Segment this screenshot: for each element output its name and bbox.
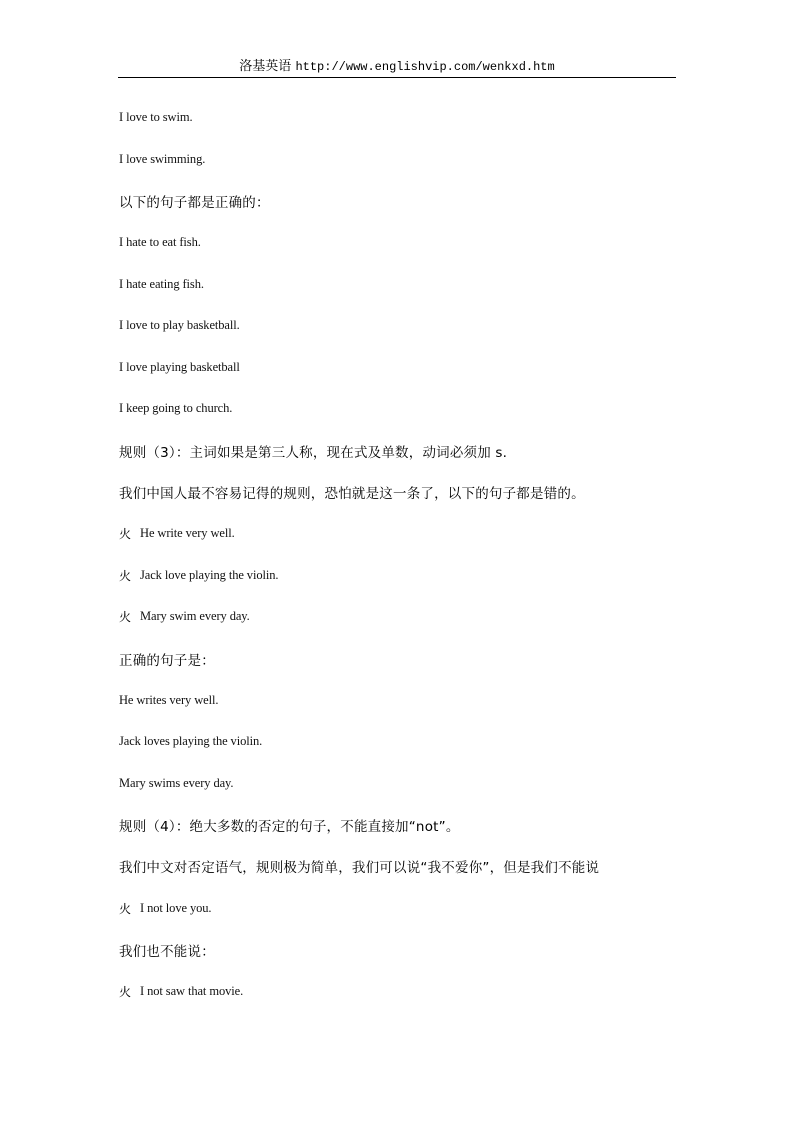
page-header — [118, 57, 676, 77]
english-example-line — [119, 305, 679, 347]
english-example-line — [119, 139, 679, 181]
incorrect-example-line — [119, 970, 679, 1012]
line-text: I hate eating fish. — [119, 276, 204, 291]
english-example-line — [119, 263, 679, 305]
cross-mark-icon: 火 — [119, 901, 132, 916]
english-example-line — [119, 97, 679, 139]
line-text: 正确的句子是： — [119, 652, 215, 669]
incorrect-example-line — [119, 513, 679, 555]
english-example-line — [119, 347, 679, 389]
chinese-text-line — [119, 929, 679, 971]
chinese-text-line — [119, 804, 679, 846]
line-text: I love swimming. — [119, 151, 206, 166]
line-text: I not saw that movie. — [140, 983, 244, 998]
line-text: I hate to eat fish. — [119, 235, 201, 250]
english-example-line — [119, 222, 679, 264]
line-text: Jack love playing the violin. — [140, 567, 279, 582]
line-text: I love to swim. — [119, 110, 193, 125]
cross-mark-icon: 火 — [119, 610, 132, 625]
chinese-text-line — [119, 180, 679, 222]
line-text: I love to play basketball. — [119, 318, 240, 333]
chinese-text-line — [119, 471, 679, 513]
english-example-line — [119, 763, 679, 805]
chinese-text-line — [119, 846, 679, 888]
english-example-line — [119, 388, 679, 430]
chinese-text-line — [119, 638, 679, 680]
line-text: I love playing basketball — [119, 359, 240, 374]
header-divider — [118, 77, 676, 78]
line-text: 我们中国人最不容易记得的规则，恐怕就是这一条了，以下的句子都是错的。 — [119, 486, 585, 503]
line-text: 规则（3）：主词如果是第三人称，现在式及单数，动词必须加 s. — [119, 444, 508, 461]
incorrect-example-line — [119, 555, 679, 597]
english-example-line — [119, 679, 679, 721]
line-text: 我们也不能说： — [119, 943, 215, 960]
line-text: He writes very well. — [119, 692, 219, 707]
line-text: Jack loves playing the violin. — [119, 734, 263, 749]
incorrect-example-line — [119, 596, 679, 638]
line-text: 我们中文对否定语气，规则极为简单，我们可以说“我不爱你”，但是我们不能说 — [119, 860, 600, 877]
cross-mark-icon: 火 — [119, 527, 132, 542]
header-url: http://www.englishvip.com/wenkxd.htm — [295, 60, 555, 74]
line-text: 以下的句子都是正确的： — [119, 194, 270, 211]
chinese-text-line — [119, 430, 679, 472]
line-text: I keep going to church. — [119, 401, 233, 416]
line-text: Mary swims every day. — [119, 775, 234, 790]
line-text: He write very well. — [140, 526, 235, 541]
header-title: 洛基英语 — [239, 59, 292, 74]
english-example-line — [119, 721, 679, 763]
cross-mark-icon: 火 — [119, 568, 132, 583]
line-text: 规则（4）：绝大多数的否定的句子，不能直接加“not”。 — [119, 818, 460, 835]
line-text: Mary swim every day. — [140, 609, 250, 624]
document-body — [119, 97, 679, 1012]
cross-mark-icon: 火 — [119, 984, 132, 999]
line-text: I not love you. — [140, 900, 212, 915]
incorrect-example-line — [119, 887, 679, 929]
